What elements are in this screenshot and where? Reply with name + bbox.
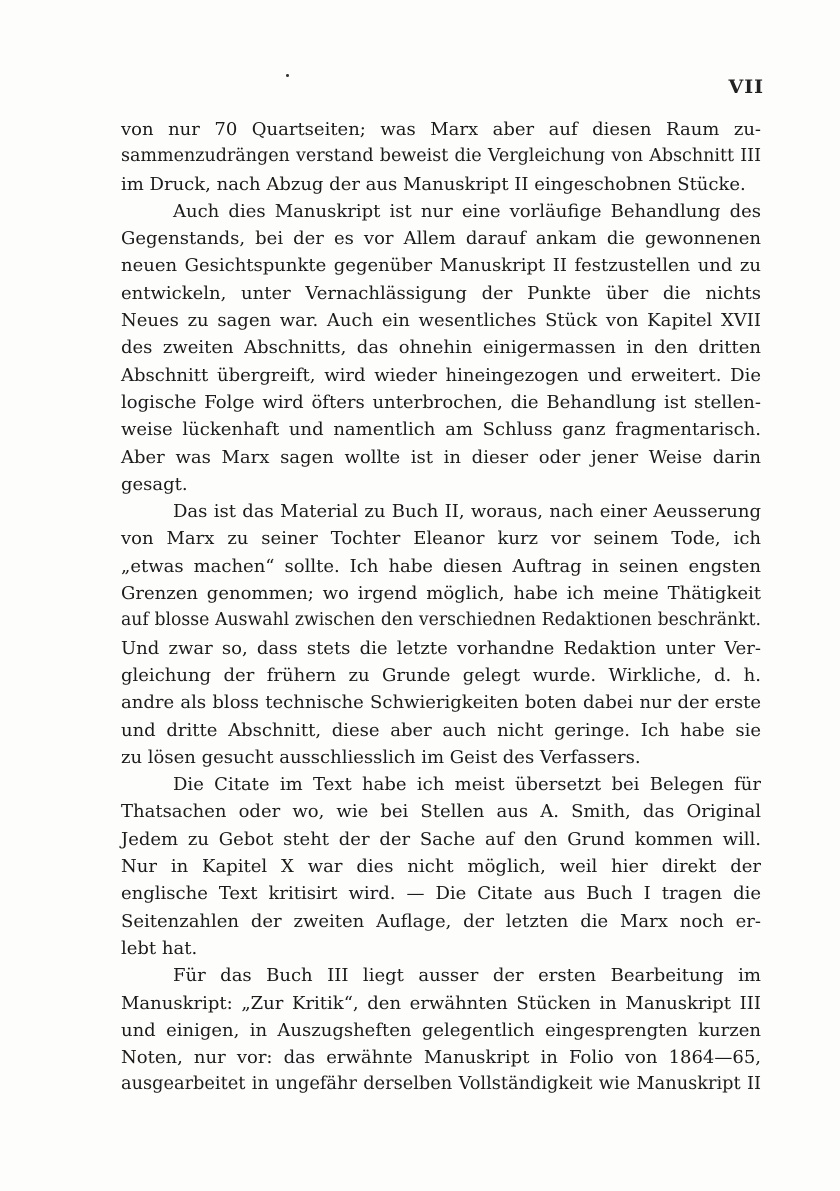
- text-line: neuen Gesichtspunkte gegenüber Manuskript II festzustellen und zu: [121, 255, 761, 277]
- text-line: Für das Buch III liegt ausser der ersten Bearbeitung im: [173, 965, 761, 987]
- text-line: sammenzudrängen verstand beweist die Vergleichung von Abschnitt III: [121, 146, 761, 167]
- text-line: Abschnitt übergreift, wird wieder hineingezogen und erweitert. Die: [121, 364, 761, 386]
- text-line: gesagt.: [121, 473, 188, 495]
- text-line: „etwas machen“ sollte. Ich habe diesen Auftrag in seinen engsten: [121, 555, 761, 577]
- text-line: Nur in Kapitel X war dies nicht möglich, weil hier direkt der: [121, 856, 761, 878]
- text-line: im Druck, nach Abzug der aus Manuskript II eingeschobnen Stücke.: [121, 173, 746, 195]
- text-line: Das ist das Material zu Buch II, woraus, nach einer Aeusserung: [173, 501, 761, 523]
- text-line: Und zwar so, dass stets die letzte vorhandne Redaktion unter Ver-: [121, 637, 761, 659]
- text-line: Aber was Marx sagen wollte ist in dieser oder jener Weise darin: [121, 446, 761, 468]
- text-line: gleichung der frühern zu Grunde gelegt wurde. Wirkliche, d. h.: [121, 664, 761, 686]
- text-line: Thatsachen oder wo, wie bei Stellen aus A. Smith, das Original: [121, 801, 761, 823]
- text-line: andre als bloss technische Schwierigkeiten boten dabei nur der erste: [121, 692, 761, 714]
- text-line: und dritte Abschnitt, diese aber auch nicht geringe. Ich habe sie: [121, 719, 761, 741]
- text-line: Grenzen genommen; wo irgend möglich, habe ich meine Thätigkeit: [121, 583, 761, 605]
- body-text: [121, 116, 761, 1099]
- text-line: Gegenstands, bei der es vor Allem darauf ankam die gewonnenen: [121, 228, 761, 250]
- text-line: auf blosse Auswahl zwischen den verschiednen Redaktionen beschränkt.: [121, 610, 761, 631]
- print-speck: [286, 74, 289, 77]
- text-line: logische Folge wird öfters unterbrochen, die Behandlung ist stellen-: [121, 391, 761, 413]
- text-line: von nur 70 Quartseiten; was Marx aber auf diesen Raum zu-: [121, 119, 761, 140]
- text-line: weise lückenhaft und namentlich am Schluss ganz fragmentarisch.: [121, 419, 761, 441]
- text-line: Auch dies Manuskript ist nur eine vorläufige Behandlung des: [173, 200, 761, 222]
- text-line: entwickeln, unter Vernachlässigung der Punkte über die nichts: [121, 282, 761, 304]
- text-line: Die Citate im Text habe ich meist übersetzt bei Belegen für: [173, 774, 761, 796]
- text-line: und einigen, in Auszugsheften gelegentlich eingesprengten kurzen: [121, 1019, 761, 1041]
- text-line: Jedem zu Gebot steht der der Sache auf den Grund kommen will.: [121, 828, 761, 850]
- text-line: Noten, nur vor: das erwähnte Manuskript in Folio von 1864—65,: [121, 1047, 761, 1069]
- text-line: zu lösen gesucht ausschliesslich im Geist des Verfassers.: [121, 746, 641, 768]
- text-line: des zweiten Abschnitts, das ohnehin einigermassen in den dritten: [121, 337, 761, 359]
- text-line: ausgearbeitet in ungefähr derselben Vollständigkeit wie Manuskript II: [121, 1074, 761, 1095]
- text-line: englische Text kritisirt wird. — Die Citate aus Buch I tragen die: [121, 883, 761, 905]
- page-number: VII: [728, 76, 764, 98]
- text-line: Seitenzahlen der zweiten Auflage, der letzten die Marx noch er-: [121, 910, 761, 932]
- text-line: Manuskript: „Zur Kritik“, den erwähnten Stücken in Manuskript III: [121, 992, 761, 1014]
- text-line: Neues zu sagen war. Auch ein wesentliches Stück von Kapitel XVII: [121, 310, 761, 332]
- text-line: von Marx zu seiner Tochter Eleanor kurz vor seinem Tode, ich: [121, 528, 761, 550]
- text-line: lebt hat.: [121, 937, 198, 959]
